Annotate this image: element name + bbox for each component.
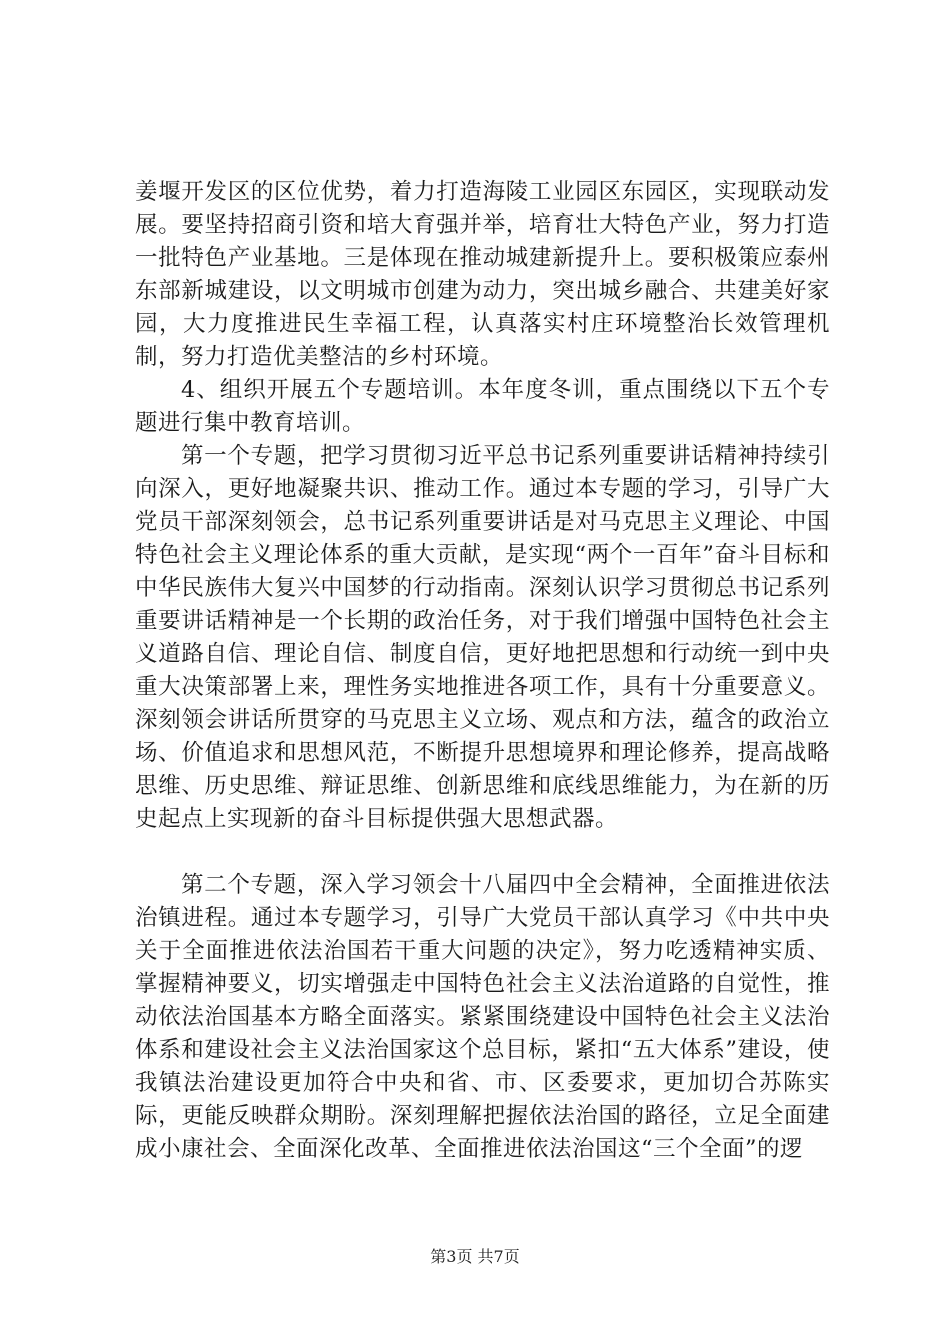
page-number-footer: 第3页 共7页 <box>430 1247 520 1266</box>
paragraph-continued: 姜堰开发区的区位优势，着力打造海陵工业园区东园区，实现联动发展。要坚持招商引资和培大育强并举，培育壮大特色产业，努力打造一批特色产业基地。三是体现在推动城建新提升上。要积极策应泰州东部新城建设，以文明城市创建为动力，突出城乡融合、共建美好家园，大力度推进民生幸福工程，认真落实村庄环境整治长效管理机制，努力打造优美整洁的乡村环境。 <box>135 179 830 370</box>
paragraph-topic-1: 第一个专题，把学习贯彻习近平总书记系列重要讲话精神持续引向深入，更好地凝聚共识、推动工作。通过本专题的学习，引导广大党员干部深刻领会，总书记系列重要讲话是对马克思主义理论、中国特色社会主义理论体系的重大贡献，是实现“两个一百年”奋斗目标和中华民族伟大复兴中国梦的行动指南。深刻认识学习贯彻总书记系列重要讲话精神是一个长期的政治任务，对于我们增强中国特色社会主义道路自信、理论自信、制度自信，更好地把思想和行动统一到中央重大决策部署上来，理性务实地推进各项工作，具有十分重要意义。深刻领会讲话所贯穿的马克思主义立场、观点和方法，蕴含的政治立场、价值追求和思想风范，不断提升思想境界和理论修养，提高战略思维、历史思维、辩证思维、创新思维和底线思维能力，为在新的历史起点上实现新的奋斗目标提供强大思想武器。 <box>135 443 830 832</box>
paragraph-item-4: 4、组织开展五个专题培训。本年度冬训，重点围绕以下五个专题进行集中教育培训。 <box>135 377 830 436</box>
document-body <box>135 176 830 1166</box>
paragraph-topic-2: 第二个专题，深入学习领会十八届四中全会精神，全面推进依法治镇进程。通过本专题学习，引导广大党员干部认真学习《中共中央关于全面推进依法治国若干重大问题的决定》，努力吃透精神实质、掌握精神要义，切实增强走中国特色社会主义法治道路的自觉性，推动依法治国基本方略全面落实。紧紧围绕建设中国特色社会主义法治体系和建设社会主义法治国家这个总目标，紧扣“五大体系”建设，使我镇法治建设更加符合中央和省、市、区委要求，更加切合苏陈实际，更能反映群众期盼。深刻理解把握依法治国的路径，立足全面建成小康社会、全面深化改革、全面推进依法治国这“三个全面”的逻 <box>135 872 830 1162</box>
paragraph-spacer <box>135 836 830 869</box>
